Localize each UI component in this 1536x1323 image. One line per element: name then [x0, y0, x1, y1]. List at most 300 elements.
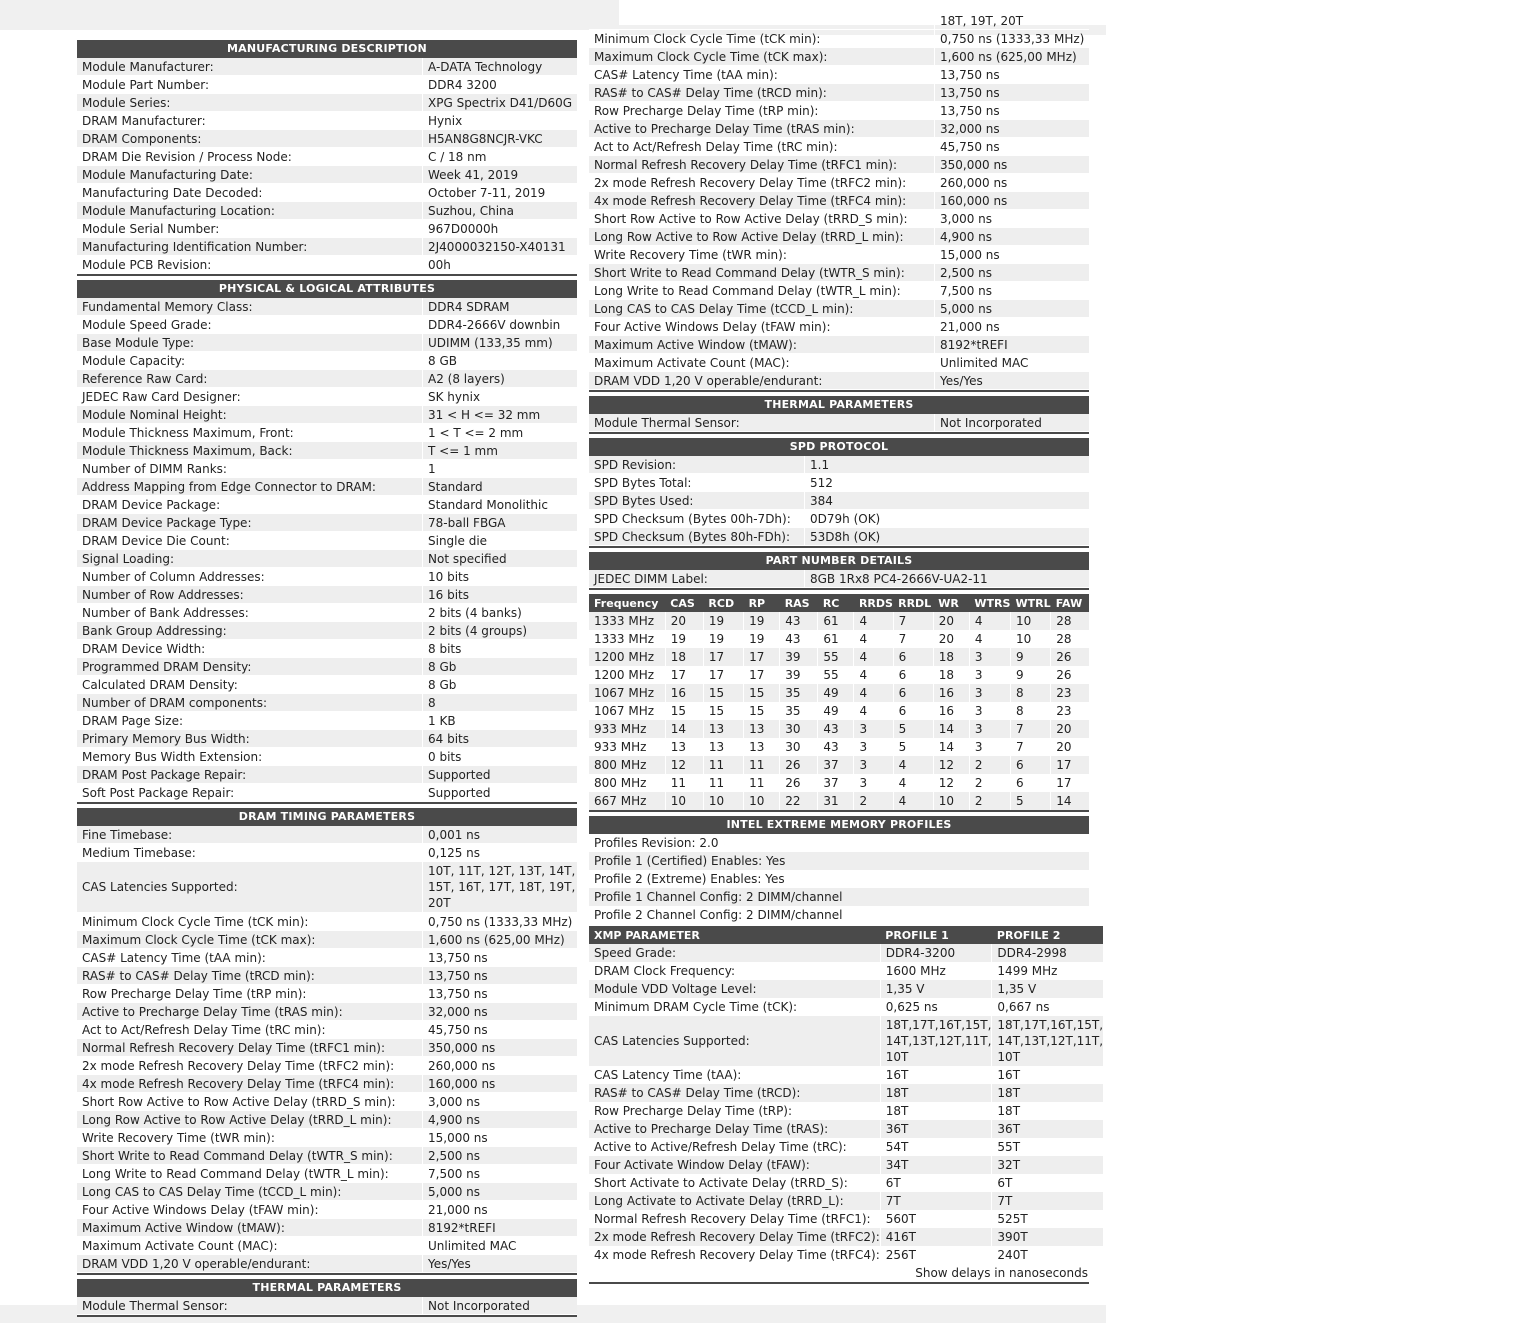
row-value: 5,000 ns	[934, 300, 1089, 317]
table-cell: 14	[1051, 792, 1089, 810]
table-row	[77, 352, 577, 370]
row-value: 7,500 ns	[934, 282, 1089, 299]
row-label: Minimum Clock Cycle Time (tCK min):	[594, 32, 821, 46]
list-item: Profile 1 Channel Config: 2 DIMM/channel	[589, 888, 1089, 906]
table-row	[589, 1174, 1103, 1192]
table-row	[77, 1057, 577, 1075]
left-spd-panel	[77, 40, 577, 1313]
table-row	[589, 1210, 1103, 1228]
table-cell: 22	[780, 792, 818, 810]
table-cell: 36T	[992, 1120, 1103, 1138]
table-row	[589, 510, 1089, 528]
table-row	[589, 456, 1089, 474]
table-cell: 20	[933, 630, 969, 648]
table-cell: 16	[933, 702, 969, 720]
row-label: 2x mode Refresh Recovery Delay Time (tRFC2 min):	[82, 1059, 395, 1073]
row-value: 2 bits (4 groups)	[422, 622, 577, 639]
right-spd-section	[589, 438, 1089, 548]
row-value: 21,000 ns	[934, 318, 1089, 335]
row-label: JEDEC Raw Card Designer:	[82, 390, 241, 404]
table-row	[589, 138, 1089, 156]
table-cell: RAS# to CAS# Delay Time (tRCD):	[589, 1084, 880, 1102]
table-cell: 1200 MHz	[589, 648, 665, 666]
table-cell: 6	[893, 648, 933, 666]
table-cell: 4	[893, 756, 933, 774]
table-cell: 26	[1051, 666, 1089, 684]
table-row	[77, 1237, 577, 1255]
table-row	[589, 210, 1089, 228]
table-row	[77, 334, 577, 352]
table-cell: 8	[1011, 684, 1051, 702]
table-row	[589, 1138, 1103, 1156]
table-cell: 18T,17T,16T,15T, 14T,13T,12T,11T, 10T	[880, 1016, 992, 1066]
table-row	[589, 282, 1089, 300]
row-label: Module Thickness Maximum, Front:	[82, 426, 294, 440]
table-row	[77, 1255, 577, 1273]
table-cell: 8	[1011, 702, 1051, 720]
list-item: Profile 2 Channel Config: 2 DIMM/channel	[594, 908, 843, 922]
row-label: Long Write to Read Command Delay (tWTR_L min):	[594, 284, 901, 298]
column-header: RC	[818, 594, 854, 612]
row-value: 2J4000032150-X40131	[422, 238, 577, 255]
table-cell: 17	[703, 666, 743, 684]
table-cell: 17	[1051, 774, 1089, 792]
table-cell: 3	[969, 720, 1010, 738]
table-cell: 4	[854, 666, 893, 684]
row-label: Act to Act/Refresh Delay Time (tRC min):	[82, 1023, 326, 1037]
table-cell: 2	[969, 774, 1010, 792]
list-item: Profiles Revision: 2.0	[594, 836, 719, 850]
table-row	[589, 1016, 1103, 1066]
row-value: 00h	[422, 256, 577, 273]
table-cell: 18	[665, 648, 703, 666]
table-row	[589, 630, 1089, 648]
table-cell: DRAM Clock Frequency:	[594, 964, 736, 978]
table-row	[589, 174, 1089, 192]
divider	[589, 1282, 1089, 1284]
table-cell: 11	[703, 774, 743, 792]
row-label: Long Row Active to Row Active Delay (tRRD_L min):	[594, 230, 904, 244]
row-value: 0,125 ns	[422, 844, 577, 861]
row-label: Reference Raw Card:	[82, 372, 208, 386]
table-row	[77, 862, 577, 913]
row-value: 8 Gb	[422, 676, 577, 693]
table-cell: 26	[1051, 648, 1089, 666]
table-cell: 15	[703, 702, 743, 720]
table-cell: 14	[933, 738, 969, 756]
row-label: RAS# to CAS# Delay Time (tRCD min):	[82, 969, 315, 983]
table-row	[77, 316, 577, 334]
row-label: Bank Group Addressing:	[82, 624, 227, 638]
row-value: 21,000 ns	[422, 1201, 577, 1218]
table-cell: 49	[818, 702, 854, 720]
column-header: RAS	[780, 594, 818, 612]
table-cell: 3	[969, 684, 1010, 702]
table-row	[77, 496, 577, 514]
row-value: 0 bits	[422, 748, 577, 765]
row-label: Maximum Activate Count (MAC):	[594, 356, 790, 370]
row-label: Active to Precharge Delay Time (tRAS min):	[82, 1005, 343, 1019]
table-cell: CAS Latencies Supported:	[589, 1016, 880, 1066]
table-cell: 525T	[992, 1210, 1103, 1228]
row-value: 4,900 ns	[422, 1111, 577, 1128]
left-manufacturing-section	[77, 40, 577, 276]
row-value: Standard Monolithic	[422, 496, 577, 513]
row-value: 32,000 ns	[934, 120, 1089, 137]
table-cell: 933 MHz	[594, 740, 647, 754]
table-row	[589, 774, 1089, 792]
table-cell: 19	[744, 630, 780, 648]
table-cell: 32T	[992, 1156, 1103, 1174]
row-label: Short Row Active to Row Active Delay (tRRD_S min):	[82, 1095, 396, 1109]
table-cell: 4	[969, 612, 1010, 630]
row-value: 8192*tREFI	[934, 336, 1089, 353]
row-label: Maximum Activate Count (MAC):	[82, 1239, 278, 1253]
column-header: PROFILE 1	[880, 926, 992, 944]
section-header: SPD PROTOCOL	[589, 438, 1089, 456]
table-row	[589, 192, 1089, 210]
table-row	[77, 112, 577, 130]
section-header: PART NUMBER DETAILS	[589, 552, 1089, 570]
column-header: WR	[933, 594, 969, 612]
row-label: DRAM Device Package:	[82, 498, 221, 512]
row-label: 4x mode Refresh Recovery Delay Time (tRFC4 min):	[82, 1077, 395, 1091]
table-row	[589, 1120, 1103, 1138]
table-cell: 16	[665, 684, 703, 702]
row-label: Long Row Active to Row Active Delay (tRRD_L min):	[82, 1113, 392, 1127]
table-row	[589, 372, 1089, 390]
row-value: XPG Spectrix D41/D60G	[422, 94, 577, 111]
table-row	[77, 1183, 577, 1201]
row-value: 45,750 ns	[422, 1021, 577, 1038]
table-cell: 17	[1051, 756, 1089, 774]
row-label: Module Nominal Height:	[82, 408, 227, 422]
row-label: Minimum Clock Cycle Time (tCK min):	[82, 915, 309, 929]
row-label	[589, 18, 934, 29]
column-header: FAW	[1051, 594, 1089, 612]
row-value: 350,000 ns	[422, 1039, 577, 1056]
table-cell: 1067 MHz	[589, 684, 665, 702]
table-row	[77, 844, 577, 862]
row-value: 8192*tREFI	[422, 1219, 577, 1236]
table-cell: 3	[969, 738, 1010, 756]
row-label: Base Module Type:	[82, 336, 195, 350]
row-label: SPD Revision:	[594, 458, 677, 472]
table-cell: 1067 MHz	[594, 704, 655, 718]
row-value: DDR4 SDRAM	[422, 298, 577, 315]
table-cell: 10	[1011, 612, 1051, 630]
column-header: RRDS	[854, 594, 893, 612]
row-value: 260,000 ns	[422, 1057, 577, 1074]
right-thermal-section	[589, 396, 1089, 434]
table-cell: 17	[744, 666, 780, 684]
table-cell: 1499 MHz	[992, 962, 1103, 980]
table-cell: 9	[1011, 666, 1051, 684]
table-row	[77, 148, 577, 166]
frequency-section	[589, 594, 1089, 812]
row-label: DRAM VDD 1,20 V operable/endurant:	[594, 374, 823, 388]
table-cell: 3	[969, 648, 1010, 666]
table-row	[77, 550, 577, 568]
row-value: 15,000 ns	[934, 246, 1089, 263]
row-label: Module Thermal Sensor:	[82, 1299, 228, 1313]
table-cell: 3	[969, 702, 1010, 720]
table-row	[77, 694, 577, 712]
table-cell: 6	[1011, 756, 1051, 774]
row-value: 160,000 ns	[422, 1075, 577, 1092]
table-row	[77, 298, 577, 316]
row-label: Long CAS to CAS Delay Time (tCCD_L min):	[82, 1185, 342, 1199]
row-label: Short Write to Read Command Delay (tWTR_S min):	[82, 1149, 393, 1163]
table-row	[77, 784, 577, 802]
table-row	[77, 532, 577, 550]
table-cell: 6T	[992, 1174, 1103, 1192]
table-cell: 10	[665, 792, 703, 810]
row-label: Module Thermal Sensor:	[594, 416, 740, 430]
table-row	[589, 14, 1089, 30]
row-value: 1,600 ns (625,00 MHz)	[422, 931, 577, 948]
table-row	[589, 1066, 1103, 1084]
row-label: DRAM Manufacturer:	[82, 114, 206, 128]
row-value: Single die	[422, 532, 577, 549]
table-row	[589, 528, 1089, 546]
table-cell: 1200 MHz	[594, 668, 655, 682]
row-value: 16 bits	[422, 586, 577, 603]
table-cell: 13	[703, 738, 743, 756]
table-cell: 2x mode Refresh Recovery Delay Time (tRFC2):	[589, 1228, 880, 1246]
column-header: RP	[744, 594, 780, 612]
row-label: 4x mode Refresh Recovery Delay Time (tRFC4 min):	[594, 194, 907, 208]
row-label: Maximum Active Window (tMAW):	[594, 338, 797, 352]
table-cell: 16T	[880, 1066, 992, 1084]
table-row	[77, 640, 577, 658]
row-label: Soft Post Package Repair:	[82, 786, 235, 800]
table-row	[77, 202, 577, 220]
table-row	[77, 1147, 577, 1165]
table-cell: 1,35 V	[880, 980, 992, 998]
table-cell: 23	[1051, 702, 1089, 720]
table-cell: 390T	[992, 1228, 1103, 1246]
table-row	[77, 184, 577, 202]
table-cell: 11	[665, 774, 703, 792]
table-cell: 18	[933, 648, 969, 666]
table-row	[77, 238, 577, 256]
table-cell: 5	[893, 720, 933, 738]
table-cell: 39	[780, 648, 818, 666]
table-cell: 0,625 ns	[880, 998, 992, 1016]
table-cell: 13	[665, 738, 703, 756]
row-label: Maximum Clock Cycle Time (tCK max):	[82, 933, 316, 947]
table-cell: 20	[1051, 720, 1089, 738]
table-cell: 6	[893, 666, 933, 684]
row-value: 3,000 ns	[422, 1093, 577, 1110]
row-label: Act to Act/Refresh Delay Time (tRC min):	[594, 140, 838, 154]
row-value: 15,000 ns	[422, 1129, 577, 1146]
table-row	[77, 460, 577, 478]
table-cell: DDR4-2998	[992, 944, 1103, 962]
table-cell: 5	[893, 738, 933, 756]
row-value: 0,750 ns (1333,33 MHz)	[422, 913, 577, 930]
table-row	[77, 58, 577, 76]
row-value: Unlimited MAC	[934, 354, 1089, 371]
table-row	[589, 738, 1089, 756]
table-cell: 17	[665, 666, 703, 684]
table-row	[77, 1075, 577, 1093]
row-value: UDIMM (133,35 mm)	[422, 334, 577, 351]
row-value: 18T, 19T, 20T	[934, 18, 1089, 29]
table-row	[589, 336, 1089, 354]
row-label: Number of Bank Addresses:	[82, 606, 249, 620]
table-cell: 14	[665, 720, 703, 738]
section-header: PHYSICAL & LOGICAL ATTRIBUTES	[77, 280, 577, 298]
table-cell: 12	[665, 756, 703, 774]
table-cell: 4	[854, 684, 893, 702]
table-cell: 416T	[880, 1228, 992, 1246]
row-value: 8 GB	[422, 352, 577, 369]
row-value: 0D79h (OK)	[804, 510, 1089, 527]
table-row	[77, 1201, 577, 1219]
column-header: WTRL	[1011, 594, 1051, 612]
table-cell: 11	[744, 774, 780, 792]
table-cell: 7T	[880, 1192, 992, 1210]
row-value: 45,750 ns	[934, 138, 1089, 155]
row-value: Standard	[422, 478, 577, 495]
show-delays-link[interactable]: Show delays in nanoseconds	[915, 1266, 1088, 1280]
table-cell: 4x mode Refresh Recovery Delay Time (tRFC4):	[594, 1248, 880, 1262]
table-row	[589, 318, 1089, 336]
table-cell: 54T	[880, 1138, 992, 1156]
row-label: Write Recovery Time (tWR min):	[82, 1131, 275, 1145]
table-row	[77, 1129, 577, 1147]
row-value: 13,750 ns	[934, 66, 1089, 83]
table-row	[77, 586, 577, 604]
table-cell: 0,667 ns	[992, 998, 1103, 1016]
table-row	[77, 766, 577, 784]
table-cell: 55T	[992, 1138, 1103, 1156]
table-cell: 10	[933, 792, 969, 810]
row-value: Not specified	[422, 550, 577, 567]
row-label: Normal Refresh Recovery Delay Time (tRFC1 min):	[594, 158, 898, 172]
table-cell: 16T	[992, 1066, 1103, 1084]
row-label: SPD Bytes Total:	[594, 476, 692, 490]
table-cell: 7T	[992, 1192, 1103, 1210]
row-label: Medium Timebase:	[82, 846, 196, 860]
table-row	[589, 1228, 1103, 1246]
section-header: THERMAL PARAMETERS	[589, 396, 1089, 414]
table-cell: 18	[933, 666, 969, 684]
table-cell: 43	[780, 630, 818, 648]
row-value: DDR4 3200	[422, 76, 577, 93]
table-row	[589, 1246, 1103, 1264]
table-row	[77, 1021, 577, 1039]
table-cell: 55	[818, 666, 854, 684]
table-cell: 10	[703, 792, 743, 810]
table-cell: 4	[854, 702, 893, 720]
list-item: Profile 2 (Extreme) Enables: Yes	[594, 872, 785, 886]
table-row	[77, 1219, 577, 1237]
table-cell: 61	[818, 612, 854, 630]
background-strip-top	[0, 0, 619, 30]
table-cell: 15	[665, 702, 703, 720]
row-label: Module Speed Grade:	[82, 318, 212, 332]
table-row	[589, 1192, 1103, 1210]
row-value: 13,750 ns	[934, 84, 1089, 101]
table-row	[77, 1111, 577, 1129]
row-value: A-DATA Technology	[422, 58, 577, 75]
row-value: 10T, 11T, 12T, 13T, 14T, 15T, 16T, 17T, 18T, 19T, 20T	[422, 862, 577, 912]
table-cell: 15	[744, 702, 780, 720]
row-value: 3,000 ns	[934, 210, 1089, 227]
table-cell: 35	[780, 702, 818, 720]
row-label: Four Active Windows Delay (tFAW min):	[82, 1203, 319, 1217]
column-header: RRDL	[893, 594, 933, 612]
table-cell: 30	[780, 720, 818, 738]
table-cell: 6	[893, 702, 933, 720]
left-physical-section	[77, 280, 577, 804]
column-header: CAS	[665, 594, 703, 612]
table-row	[589, 264, 1089, 282]
table-row	[77, 256, 577, 274]
table-row	[77, 730, 577, 748]
table-row	[589, 612, 1089, 630]
table-cell: 17	[744, 648, 780, 666]
table-row	[589, 66, 1089, 84]
table-row	[77, 748, 577, 766]
row-label: Primary Memory Bus Width:	[82, 732, 250, 746]
table-row	[77, 712, 577, 730]
row-value: Unlimited MAC	[422, 1237, 577, 1254]
table-cell: 15	[703, 684, 743, 702]
table-cell: 43	[818, 738, 854, 756]
table-row	[77, 76, 577, 94]
table-cell: 61	[818, 630, 854, 648]
row-label: 2x mode Refresh Recovery Delay Time (tRFC2 min):	[594, 176, 907, 190]
row-value: 0,001 ns	[422, 826, 577, 843]
table-cell: 23	[1051, 684, 1089, 702]
table-cell: 14	[933, 720, 969, 738]
table-cell: 2	[969, 792, 1010, 810]
row-label: Module Series:	[82, 96, 171, 110]
row-value: Not Incorporated	[422, 1297, 577, 1314]
table-cell: Short Activate to Activate Delay (tRRD_S):	[594, 1176, 848, 1190]
table-row	[589, 570, 1089, 588]
row-value: Supported	[422, 766, 577, 783]
table-row	[589, 354, 1089, 372]
row-value: 13,750 ns	[422, 985, 577, 1002]
row-label: Short Write to Read Command Delay (tWTR_S min):	[594, 266, 905, 280]
table-row	[589, 684, 1089, 702]
table-cell: 9	[1011, 648, 1051, 666]
table-row	[77, 949, 577, 967]
table-cell: 1333 MHz	[589, 612, 665, 630]
row-label: SPD Checksum (Bytes 80h-FDh):	[594, 530, 791, 544]
row-value: 8 Gb	[422, 658, 577, 675]
table-cell: 18T	[992, 1102, 1103, 1120]
intel-xmp-section	[589, 816, 1089, 924]
table-row	[589, 492, 1089, 510]
column-header: Frequency	[589, 594, 665, 612]
column-header: WTRS	[969, 594, 1010, 612]
table-cell: 34T	[880, 1156, 992, 1174]
row-value: 2,500 ns	[934, 264, 1089, 281]
table-cell: 26	[780, 774, 818, 792]
table-cell: 12	[933, 774, 969, 792]
table-row	[589, 102, 1089, 120]
table-row	[589, 720, 1089, 738]
table-cell: 3	[854, 720, 893, 738]
table-cell: Four Activate Window Delay (tFAW):	[589, 1156, 880, 1174]
row-label: Module Manufacturing Location:	[82, 204, 275, 218]
